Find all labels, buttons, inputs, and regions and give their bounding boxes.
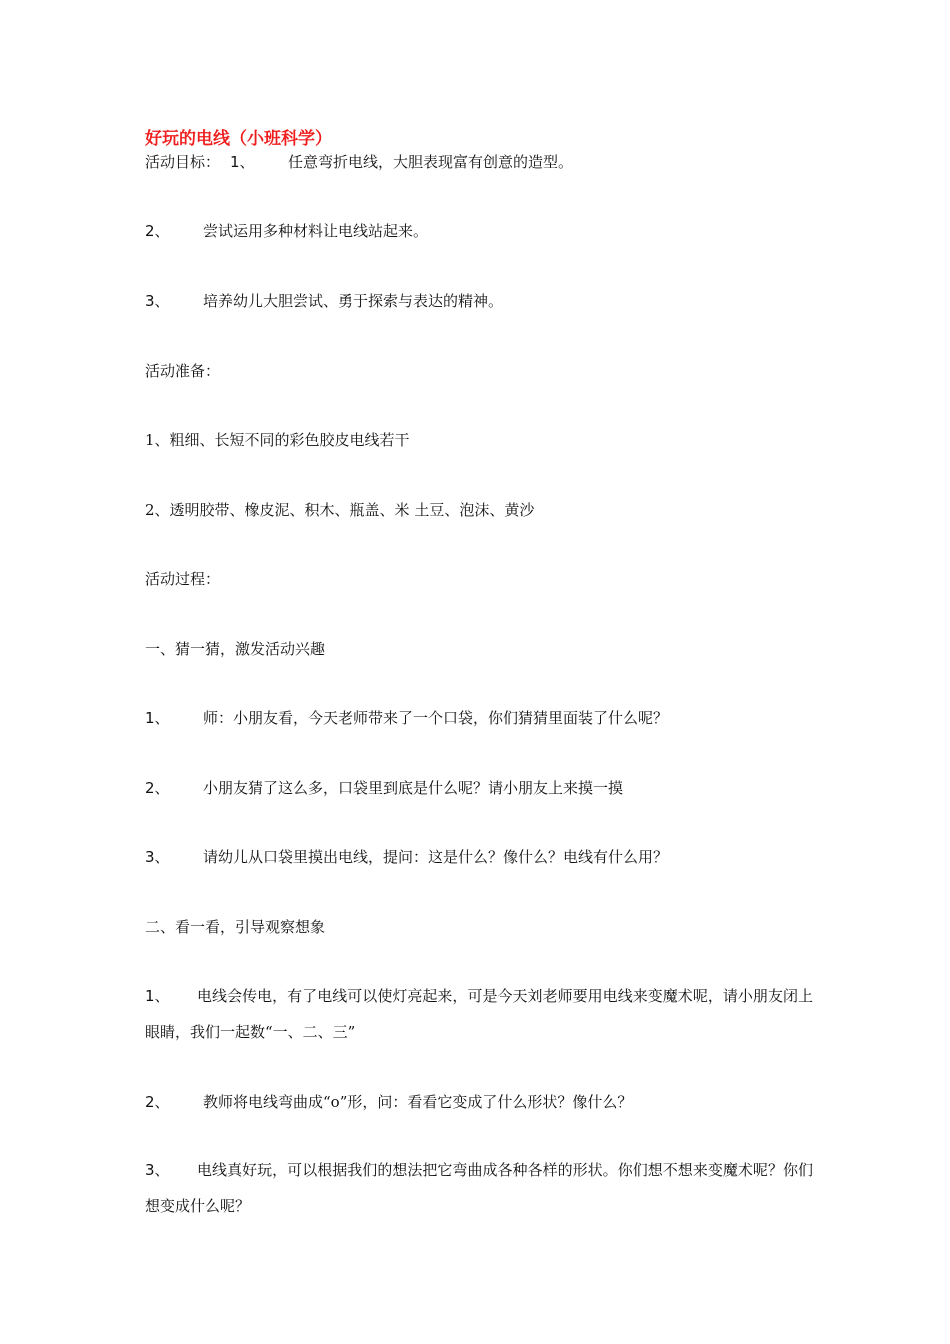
item-text: 电线真好玩，可以根据我们的想法把它弯曲成各种各样的形状。你们想不想来变魔术呢？你们想变成什么呢？ [145,1161,813,1215]
goal-number: 1、 [230,153,255,171]
goals-label: 活动目标： [145,153,221,171]
process-heading: 活动过程： [145,570,221,588]
preparation-heading: 活动准备： [145,362,221,380]
goal-text: 尝试运用多种材料让电线站起来。 [203,222,429,240]
item-number: 1、 [145,709,170,727]
item-number: 1、 [145,987,170,1005]
goal-item-1 [145,151,825,173]
goal-item-2 [145,220,825,242]
goal-number: 3、 [145,292,170,310]
item-number: 2、 [145,779,170,797]
preparation-item-1: 1、粗细、长短不同的彩色胶皮电线若干 [145,431,410,449]
goal-item-3 [145,290,825,312]
goal-text: 培养幼儿大胆尝试、勇于探索与表达的精神。 [203,292,504,310]
section-1-item-3 [145,846,825,868]
item-text: 小朋友猜了这么多，口袋里到底是什么呢？请小朋友上来摸一摸 [203,779,624,797]
item-text: 电线会传电，有了电线可以使灯亮起来，可是今天刘老师要用电线来变魔术呢，请小朋友闭上眼睛，我们一起数“一、二、三” [145,987,813,1041]
section-2-item-2 [145,1091,825,1113]
section-1-item-1 [145,707,825,729]
item-text: 师：小朋友看，今天老师带来了一个口袋，你们猜猜里面装了什么呢？ [203,709,669,727]
preparation-item-2: 2、透明胶带、橡皮泥、积木、瓶盖、米 土豆、泡沫、黄沙 [145,501,535,519]
goal-number: 2、 [145,222,170,240]
document-title: 好玩的电线（小班科学） [145,129,332,149]
item-number: 3、 [145,1161,170,1179]
item-number: 3、 [145,848,170,866]
section-2-item-3 [145,1152,813,1224]
goal-text: 任意弯折电线，大胆表现富有创意的造型。 [288,153,574,171]
section-1-item-2 [145,777,825,799]
item-text: 请幼儿从口袋里摸出电线，提问：这是什么？像什么？电线有什么用？ [203,848,669,866]
section-2-heading: 二、看一看，引导观察想象 [145,918,326,936]
section-2-item-1 [145,978,813,1050]
item-number: 2、 [145,1093,170,1111]
section-1-heading: 一、猜一猜，激发活动兴趣 [145,640,326,658]
item-text: 教师将电线弯曲成“o”形，问：看看它变成了什么形状？像什么？ [203,1093,633,1111]
